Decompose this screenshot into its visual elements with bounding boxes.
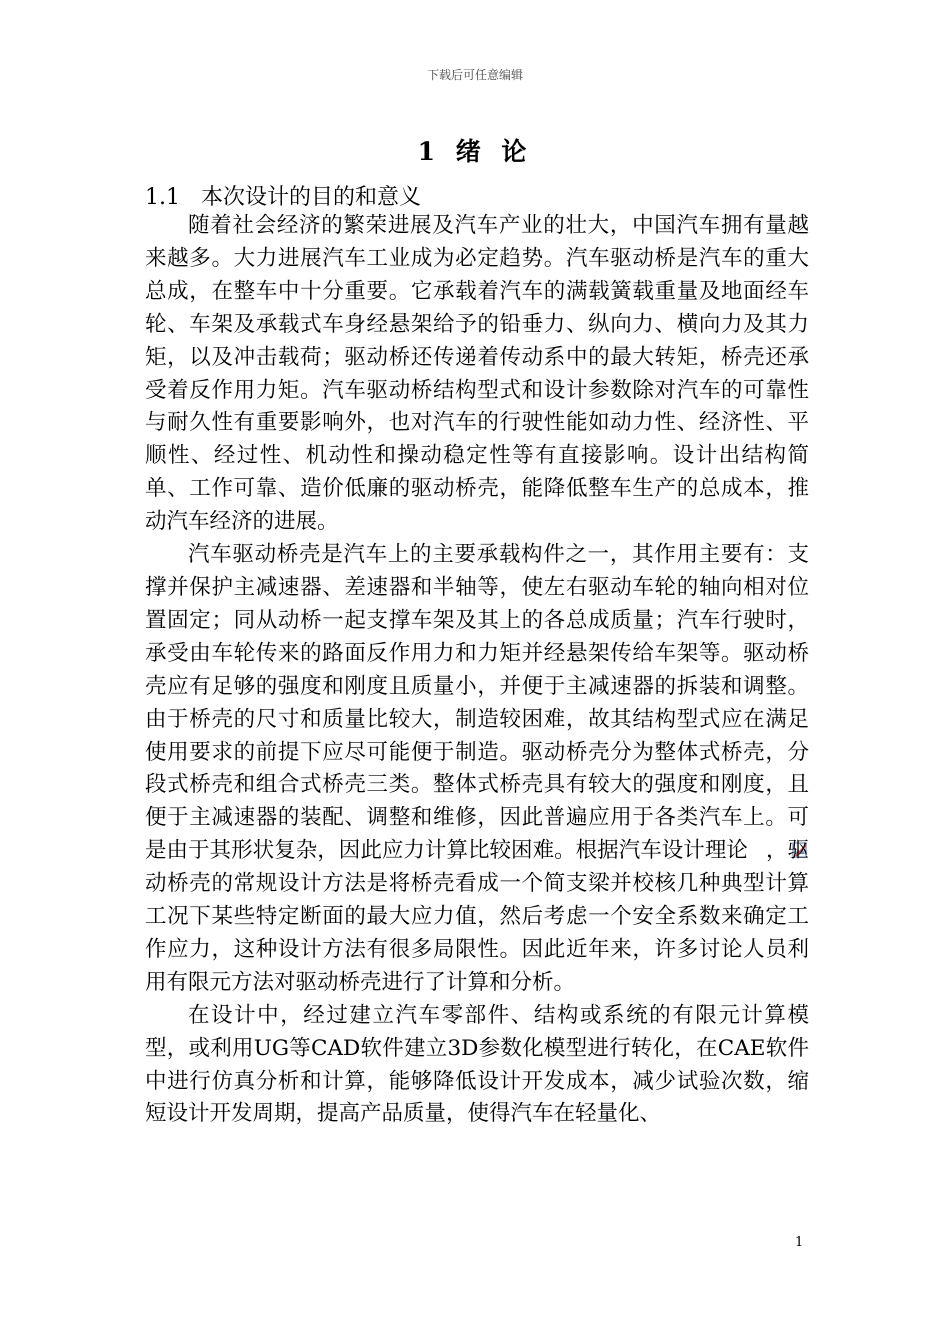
paragraph-3-part-a: 在设计中，经过建立汽车零部件、结构或系统的有限元计算模型，或利用 [145, 1002, 809, 1061]
section-title: 本次设计的目的和意义 [201, 185, 422, 210]
paragraph-3 [145, 1000, 809, 1132]
paragraph-2 [145, 539, 809, 1000]
broken-image-icon [749, 837, 765, 854]
paragraph-2-part-2: ，驱动桥壳的常规设计方法是将桥壳看成一个简支梁并校核几种典型计算工况下某些特定断面的最大应力值，然后考虑一个安全系数来确定工作应力，这种设计方法有很多局限性。因此近年来，许多讨论人员利用有限元方法对驱动桥壳进行了计算和分析。 [145, 838, 809, 995]
section-heading [145, 180, 421, 211]
term-cad: CAD [311, 1035, 361, 1061]
term-3d: 3D [447, 1035, 479, 1061]
chapter-title: 1 绪 论 [417, 137, 533, 166]
term-cae: CAE [717, 1035, 766, 1061]
section-number: 1.1 [145, 185, 180, 210]
body-text [145, 210, 809, 1131]
paragraph-3-part-d: 参数化模型进行转化，在 [478, 1035, 718, 1061]
paragraph-3-part-c: 软件建立 [360, 1035, 448, 1061]
paragraph-2-part-1: 汽车驱动桥壳是汽车上的主要承载构件之一，其作用主要有：支撑并保护主减速器、差速器和半轴等，使左右驱动车轮的轴向相对位置固定；同从动桥一起支撑车架及其上的各总成质量；汽车行驶时，承受由车轮传来的路面反作用力和力矩并经悬架传给车架等。驱动桥壳应有足够的强度和刚度且质量小，并便于主减速器的拆装和调整。由于桥壳的尺寸和质量比较大，制造较困难，故其结构型式应在满足使用要求的前提下应尽可能便于制造。驱动桥壳分为整体式桥壳，分段式桥壳和组合式桥壳三类。整体式桥壳具有较大的强度和刚度，且便于主减速器的装配、调整和维修，因此普遍应用于各类汽车上。可是由于其形状复杂，因此应力计算比较困难。根据汽车设计理论 [145, 542, 809, 864]
page-number: 1 [795, 1235, 804, 1250]
paragraph-3-part-b: 等 [289, 1035, 312, 1061]
paragraph-3-part-e: 软件中进行仿真分析和计算，能够降低设计开发成本，减少试验次数，缩短设计开发周期，提高产品质量，使得汽车在轻量化、 [145, 1035, 809, 1127]
term-ug: UG [253, 1035, 290, 1061]
paragraph-1: 随着社会经济的繁荣进展及汽车产业的壮大，中国汽车拥有量越来越多。大力进展汽车工业成为必定趋势。汽车驱动桥是汽车的重大总成，在整车中十分重要。它承载着汽车的满载簧载重量及地面经车轮、车架及承载式车身经悬架给予的铅垂力、纵向力、横向力及其力矩，以及冲击载荷；驱动桥还传递着传动系中的最大转矩，桥壳还承受着反作用力矩。汽车驱动桥结构型式和设计参数除对汽车的可靠性与耐久性有重要影响外，也对汽车的行驶性能如动力性、经济性、平顺性、经过性、机动性和操动稳定性等有直接影响。设计出结构简单、工作可靠、造价低廉的驱动桥壳，能降低整车生产的总成本，推动汽车经济的进展。 [145, 213, 809, 535]
header-note: 下载后可任意编辑 [426, 68, 523, 82]
